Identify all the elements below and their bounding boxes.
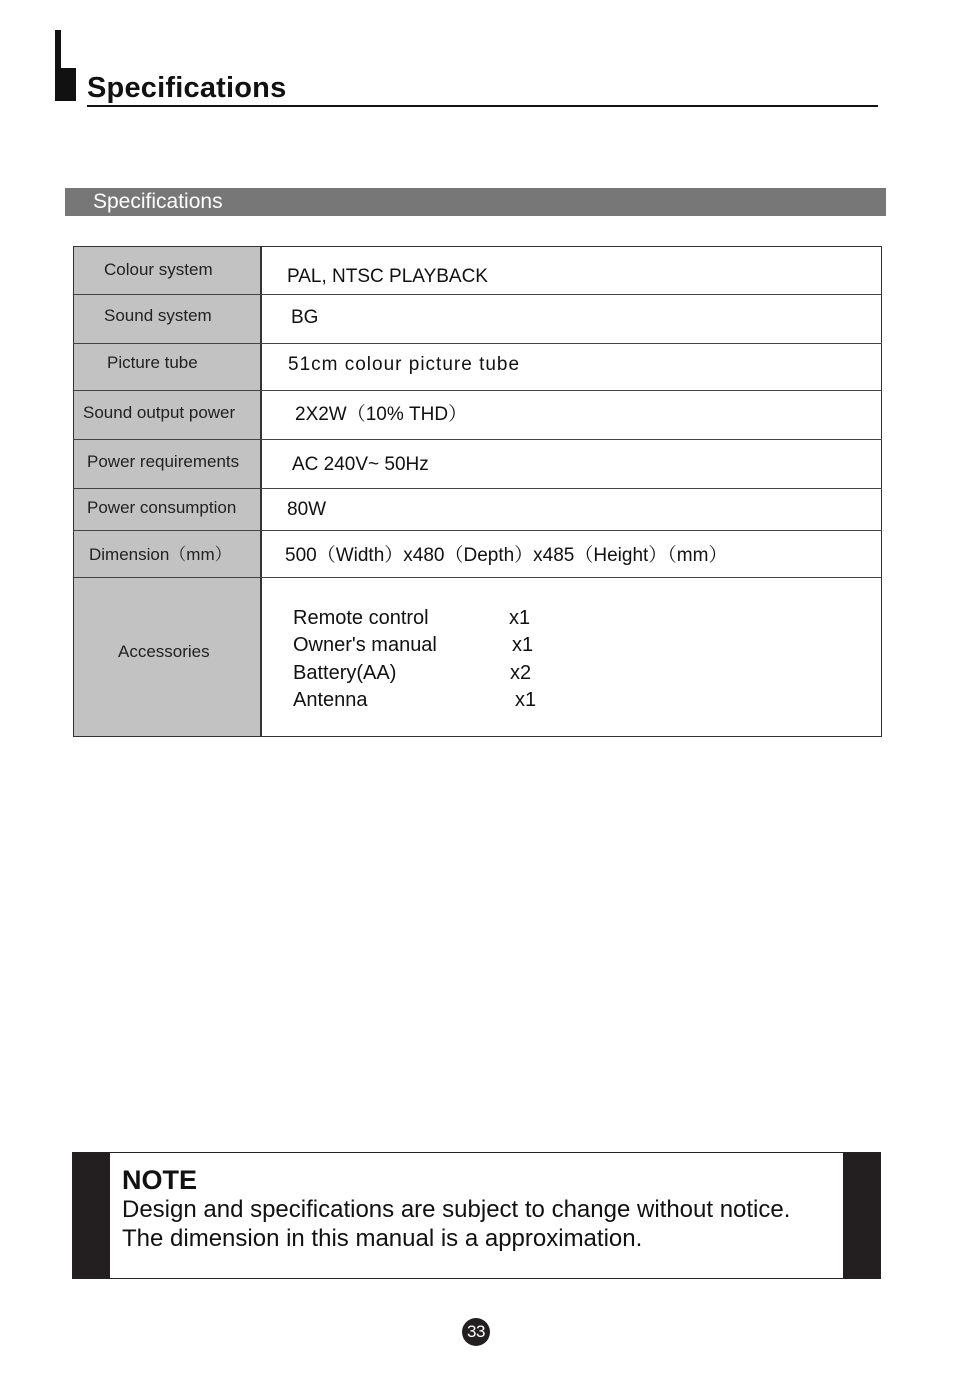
- accessory-qty: x1: [509, 607, 531, 629]
- row-divider: [73, 390, 882, 391]
- row-divider: [73, 294, 882, 295]
- section-title: Specifications: [93, 190, 223, 213]
- spec-value-dimension: 500（Width）x480（Depth）x485（Height）（mm）: [285, 545, 728, 566]
- page-title: Specifications: [87, 72, 287, 104]
- spec-value-power-consumption: 80W: [287, 499, 327, 520]
- spec-value-power-requirements: AC 240V~ 50Hz: [292, 454, 429, 475]
- accessory-name: Owner's manual: [293, 634, 437, 656]
- spec-label-accessories: Accessories: [118, 642, 210, 661]
- spec-value-sound-output-power: 2X2W（10% THD）: [295, 404, 468, 425]
- header-accent-block: [55, 68, 76, 101]
- note-left-bar: [73, 1153, 110, 1278]
- spec-table: [73, 246, 882, 737]
- note-box: [72, 1152, 881, 1279]
- accessory-name: Antenna: [293, 689, 368, 711]
- spec-label-sound-output-power: Sound output power: [83, 403, 236, 422]
- spec-label-power-consumption: Power consumption: [87, 498, 237, 517]
- note-right-bar: [843, 1153, 880, 1278]
- spec-value-picture-tube: 51cm colour picture tube: [288, 354, 521, 375]
- spec-value-colour-system: PAL, NTSC PLAYBACK: [287, 266, 488, 287]
- accessory-qty: x2: [510, 662, 532, 684]
- accessory-name: Remote control: [293, 607, 429, 629]
- spec-label-power-requirements: Power requirements: [87, 452, 240, 471]
- row-divider: [73, 439, 882, 440]
- row-divider: [73, 343, 882, 344]
- spec-label-dimension: Dimension（mm）: [89, 545, 232, 564]
- row-divider: [73, 488, 882, 489]
- accessory-name: Battery(AA): [293, 662, 397, 684]
- page-number-badge: 33: [462, 1318, 490, 1346]
- spec-label-colour-system: Colour system: [104, 260, 213, 279]
- spec-value-sound-system: BG: [291, 307, 319, 328]
- accessory-qty: x1: [515, 689, 537, 711]
- note-text-line-1: Design and specifications are subject to change without notice.: [122, 1196, 791, 1223]
- note-text-line-2: The dimension in this manual is a approximation.: [122, 1225, 643, 1252]
- spec-label-sound-system: Sound system: [104, 306, 212, 325]
- spec-label-picture-tube: Picture tube: [107, 353, 198, 372]
- row-divider: [73, 577, 882, 578]
- accessory-qty: x1: [512, 634, 534, 656]
- section-banner: [65, 188, 886, 216]
- row-divider: [73, 530, 882, 531]
- note-title: NOTE: [122, 1165, 198, 1195]
- header-divider: [87, 105, 878, 107]
